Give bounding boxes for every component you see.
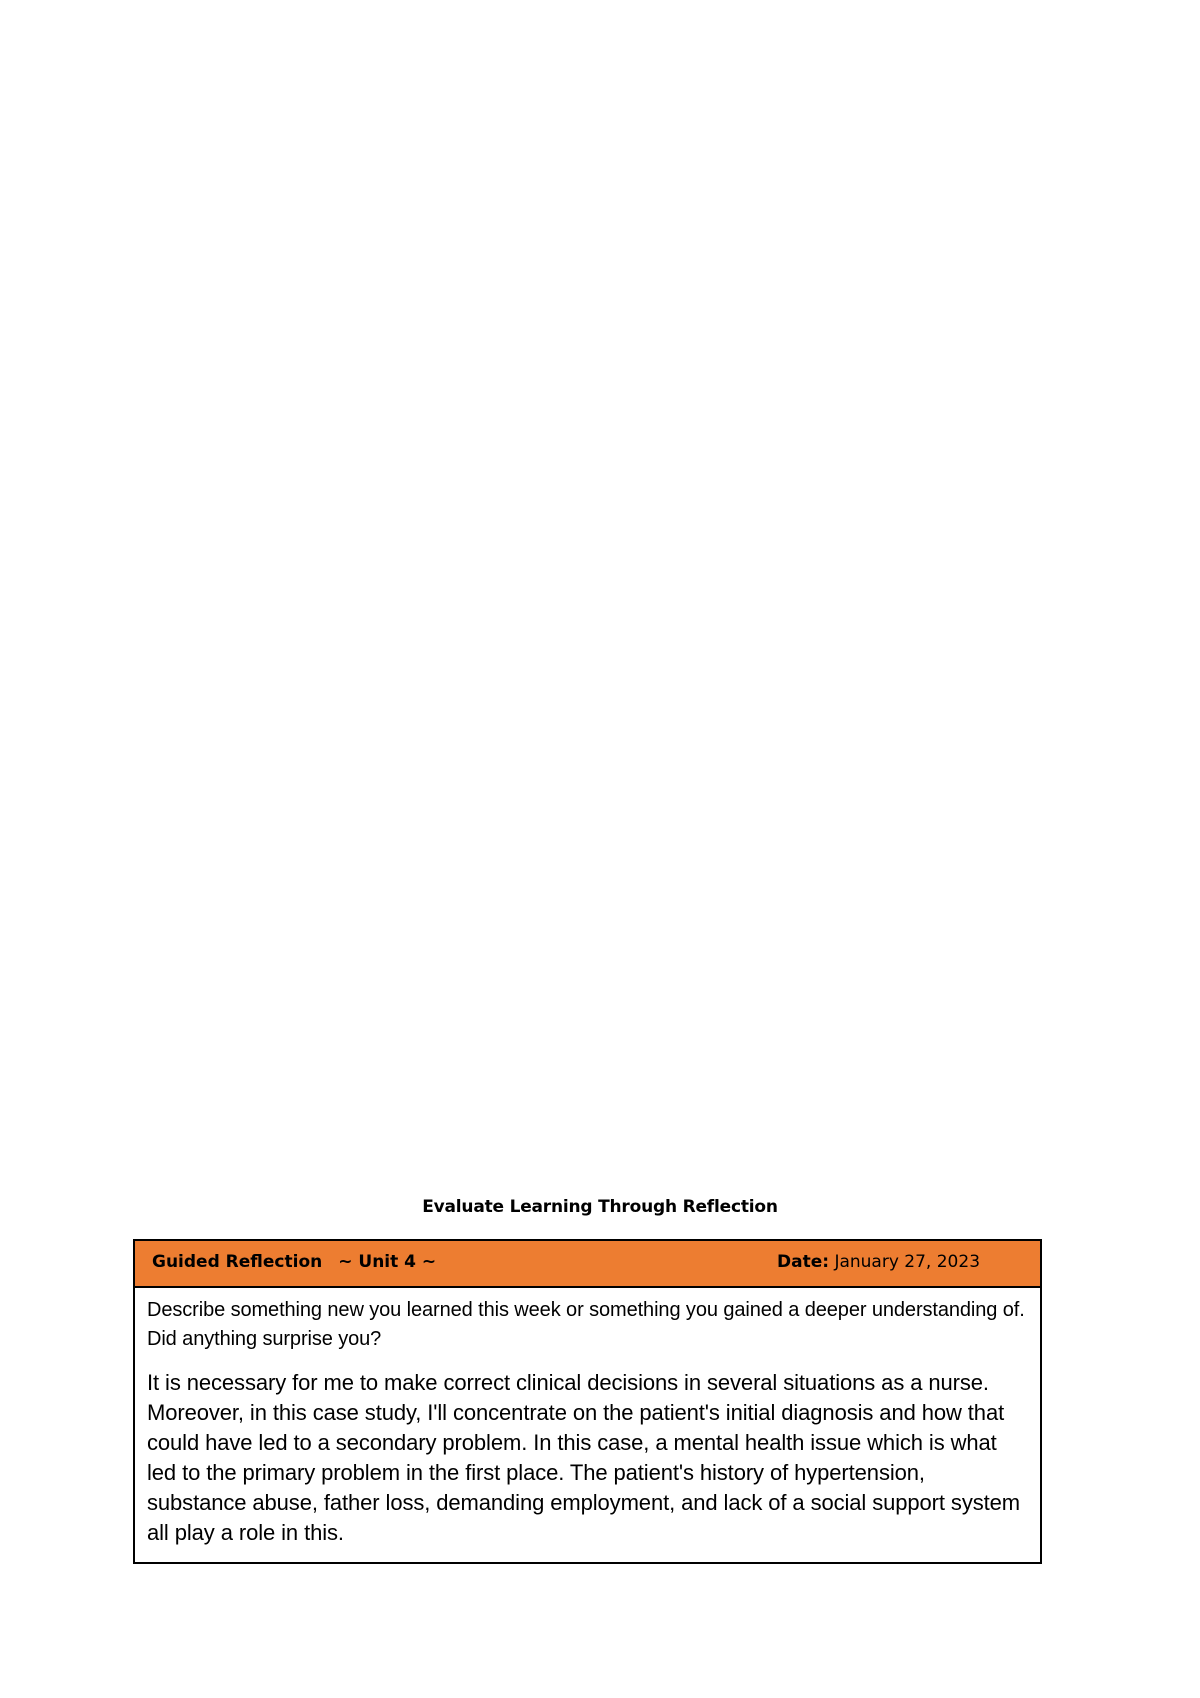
header-date-group [777, 1252, 980, 1272]
date-label: Date: [777, 1252, 830, 1272]
guided-reflection-label: Guided Reflection [152, 1252, 323, 1272]
date-value: January 27, 2023 [834, 1252, 981, 1272]
table-body-row [135, 1288, 1040, 1562]
unit-label: ~ Unit 4 ~ [338, 1252, 437, 1272]
reflection-response: It is necessary for me to make correct clinical decisions in several situations as a nurse. Moreover, in this case study, I'll concentrate on the patient's initial diagnosis and how that could have led to a secondary problem. In this case, a mental health issue which is what led to the primary problem in the first place. The patient's history of hypertension, substance abuse, father loss, demanding employment, and lack of a social support system all play a role in this. [147, 1370, 1020, 1545]
table-header-row [135, 1241, 1040, 1288]
document-title: Evaluate Learning Through Reflection [422, 1197, 778, 1217]
header-left-group [152, 1252, 436, 1272]
reflection-table [133, 1239, 1042, 1564]
reflection-prompt: Describe something new you learned this week or something you gained a deeper understanding of. Did anything surprise you? [147, 1299, 1025, 1350]
